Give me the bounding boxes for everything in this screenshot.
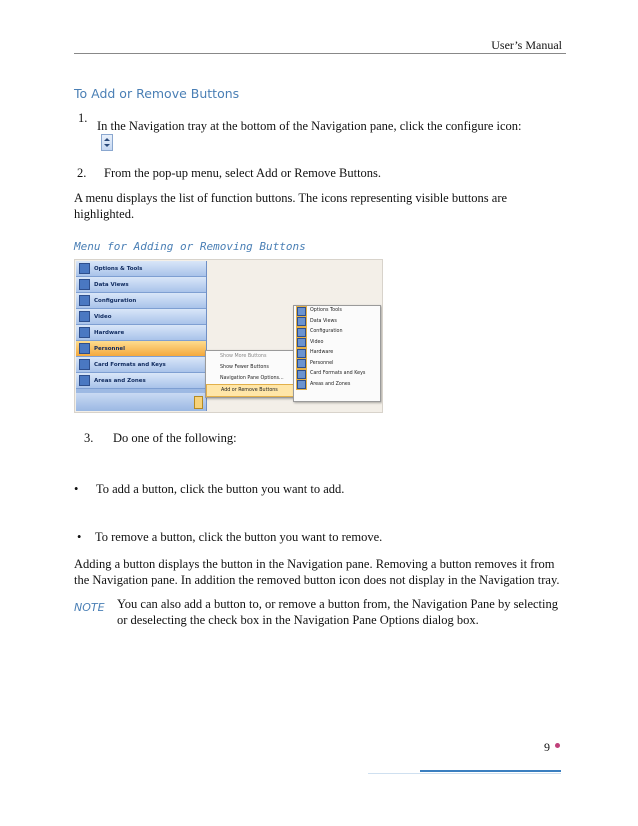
bullet-marker: • [74,482,79,496]
card-formats-icon [297,370,306,379]
submenu-item [294,338,380,349]
submenu-item-label: Hardware [310,350,334,355]
running-header: User’s Manual [491,38,562,52]
nav-button-label: Card Formats and Keys [94,361,166,368]
nav-button-label: Video [94,313,112,320]
nav-button [76,325,206,341]
menu-item: Show Fewer Buttons [220,365,269,370]
nav-button-label: Data Views [94,281,129,288]
personnel-icon [79,343,90,354]
submenu-item [294,369,380,380]
configure-icon [194,396,203,409]
header-rule [74,53,566,54]
data-views-icon [297,317,306,326]
data-views-icon [79,279,90,290]
navigation-pane [76,261,207,411]
step-1-text [97,118,537,152]
submenu-item-label: Data Views [310,318,337,324]
bullet-marker: • [77,530,82,544]
submenu-item-label: Card Formats and Keys [310,371,366,376]
submenu-item [294,317,380,328]
nav-button [76,293,206,309]
menu-item: Show More Buttons [220,354,267,359]
configuration-icon [297,328,306,337]
section-title: To Add or Remove Buttons [74,86,240,101]
nav-button-label: Options & Tools [94,265,143,272]
step-3-text: Do one of the following: [113,431,237,445]
nav-button-label: Hardware [94,329,125,336]
hardware-icon [297,349,306,358]
areas-zones-icon [297,380,306,389]
note-text: You can also add a button to, or remove a button from, the Navigation Pane by selecting or deselecting the check box in the Navigation Pane Options dialog box. [117,597,558,627]
personnel-icon [297,359,306,368]
navigation-tray [76,393,206,411]
bullet-item: To add a button, click the button you want to add. [96,482,345,496]
configuration-icon [79,295,90,306]
step-1-text-content: In the Navigation tray at the bottom of the Navigation pane, click the configure icon: [97,119,522,133]
submenu-item-label: Personnel [310,360,334,366]
menu-item: Navigation Pane Options... [220,376,284,381]
submenu-item [294,380,380,391]
step-2-number: 2. [77,166,87,180]
footer-rule [420,770,561,772]
nav-button-label: Configuration [94,297,137,304]
menu-item-selected: Add or Remove Buttons [206,384,296,397]
configure-icon [101,134,113,151]
submenu-item [294,348,380,359]
nav-button [76,277,206,293]
step-1-number: 1. [78,111,88,125]
card-formats-icon [79,359,90,370]
step-3-number: 3. [84,431,94,445]
bullet-item: To remove a button, click the button you want to remove. [95,530,383,544]
tools-icon [79,263,90,274]
hardware-icon [79,327,90,338]
intro-paragraph: A menu displays the list of function buttons. The icons representing visible buttons are highlighted. [74,191,508,221]
step-2-text: From the pop-up menu, select Add or Remove Buttons. [104,166,382,180]
submenu-item-label: Configuration [310,329,343,334]
nav-button [76,309,206,325]
note-label: NOTE [74,601,105,614]
submenu-item-label: Video [310,339,324,345]
submenu-item-label: Areas and Zones [310,381,351,387]
nav-button-active [76,341,206,357]
submenu-item [294,359,380,370]
video-icon [297,338,306,347]
nav-button [76,373,206,389]
footer-rule-light [368,773,561,774]
figure-caption: Menu for Adding or Removing Buttons [74,240,306,253]
nav-button [76,261,206,277]
nav-button-label: Personnel [94,345,125,352]
page-number-dot [555,743,560,748]
screenshot-figure [74,259,383,413]
submenu-item [294,306,380,317]
tools-icon [297,307,306,316]
video-icon [79,311,90,322]
submenu [293,305,381,402]
popup-menu [205,350,297,398]
nav-button [76,357,206,373]
areas-zones-icon [79,375,90,386]
result-paragraph: Adding a button displays the button in the Navigation pane. Removing a button removes it from the Navigation pane. In addition the removed button icon does not display in the Navigation tray. [74,557,560,587]
submenu-item-label: Options Tools [310,308,342,313]
submenu-item [294,327,380,338]
page-number: 9 [544,740,550,754]
nav-button-label: Areas and Zones [94,377,146,384]
